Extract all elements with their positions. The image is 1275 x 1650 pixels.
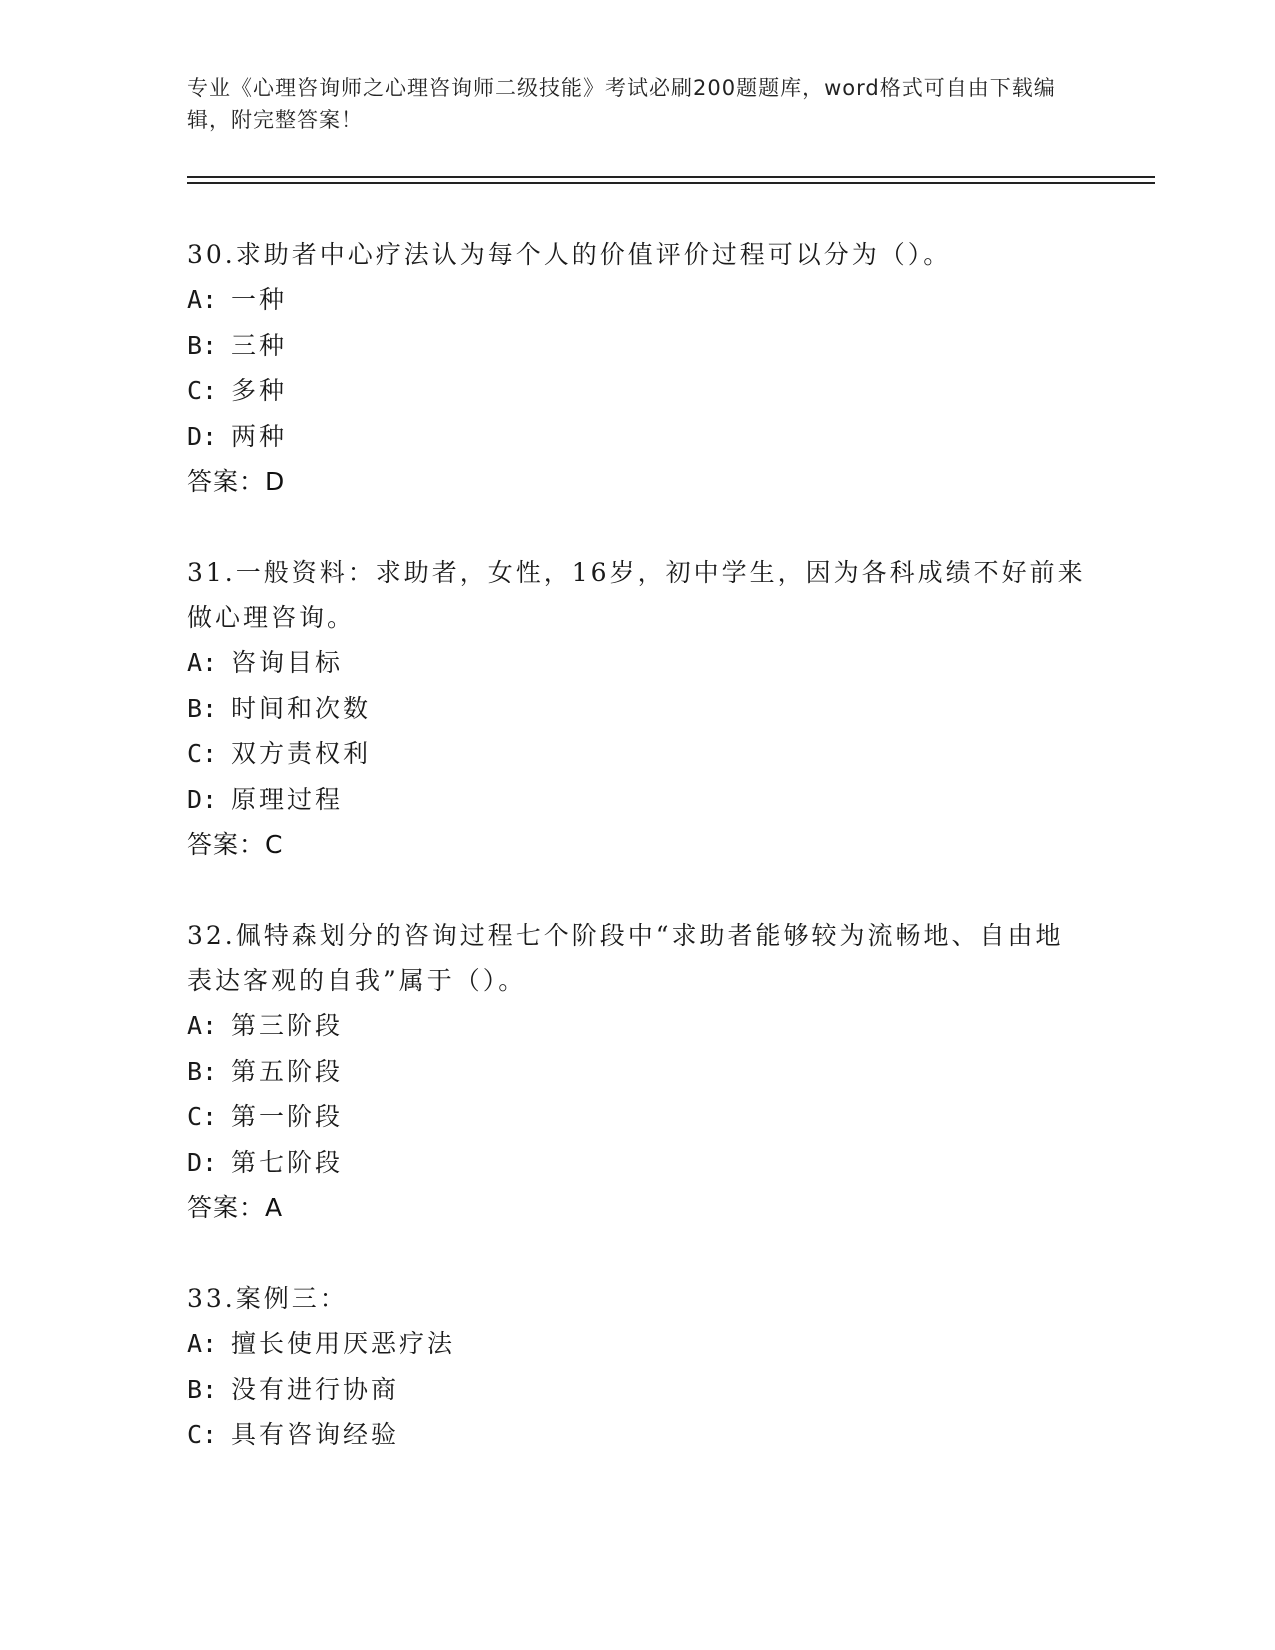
option-text: 第七阶段 <box>231 1147 344 1177</box>
question-stem: 30.求助者中心疗法认为每个人的价值评价过程可以分为（）。 <box>187 240 952 269</box>
option-key: D: <box>187 784 218 814</box>
option-text: 第一阶段 <box>231 1102 344 1131</box>
option-text: 咨询目标 <box>231 648 344 677</box>
option-text: 两种 <box>231 421 288 451</box>
question-stem: 32.佩特森划分的咨询过程七个阶段中“求助者能够较为流畅地、自由地表达客观的自我”属于（）。 <box>187 921 1064 995</box>
option-text: 具有咨询经验 <box>231 1420 400 1449</box>
question-list <box>187 232 1087 1504</box>
option-d <box>187 1140 1087 1186</box>
question-33 <box>187 1276 1087 1458</box>
option-a <box>187 1003 1087 1049</box>
option-key: A: <box>187 1329 218 1358</box>
option-text: 原理过程 <box>231 784 344 814</box>
option-text: 多种 <box>231 376 288 405</box>
option-text: 三种 <box>231 330 288 360</box>
option-key: A: <box>187 648 218 677</box>
option-key: C: <box>187 1420 218 1449</box>
option-key: D: <box>187 421 218 451</box>
option-text: 没有进行协商 <box>231 1374 400 1404</box>
option-key: C: <box>187 739 218 768</box>
option-a <box>187 277 1087 323</box>
option-c <box>187 1412 1087 1458</box>
option-key: B: <box>187 1056 218 1086</box>
option-key: A: <box>187 1011 218 1040</box>
option-key: B: <box>187 330 218 360</box>
option-text: 第五阶段 <box>231 1056 344 1086</box>
option-b <box>187 1049 1087 1095</box>
option-c <box>187 731 1087 777</box>
option-key: C: <box>187 1102 218 1131</box>
option-c <box>187 368 1087 414</box>
option-text: 双方责权利 <box>231 739 372 768</box>
question-31 <box>187 550 1087 867</box>
option-key: B: <box>187 693 218 723</box>
option-text: 一种 <box>231 285 288 314</box>
option-key: C: <box>187 376 218 405</box>
option-a <box>187 640 1087 686</box>
option-d <box>187 414 1087 460</box>
question-32 <box>187 913 1087 1230</box>
option-text: 时间和次数 <box>231 693 372 723</box>
option-c <box>187 1094 1087 1140</box>
option-key: B: <box>187 1374 218 1404</box>
question-stem: 33.案例三： <box>187 1284 348 1313</box>
header-divider-top <box>187 176 1155 178</box>
document-header: 专业《心理咨询师之心理咨询师二级技能》考试必刷200题题库，word格式可自由下载编辑，附完整答案！ <box>187 76 1056 132</box>
option-b <box>187 1367 1087 1413</box>
question-30 <box>187 232 1087 504</box>
answer-label: 答案：A <box>187 1193 284 1222</box>
option-a <box>187 1321 1087 1367</box>
question-stem: 31.一般资料：求助者，女性，16岁，初中学生，因为各科成绩不好前来做心理咨询。 <box>187 558 1086 632</box>
option-key: D: <box>187 1147 218 1177</box>
answer-label: 答案：C <box>187 830 284 859</box>
header-divider-bottom <box>187 182 1155 184</box>
option-text: 第三阶段 <box>231 1011 344 1040</box>
answer-label: 答案：D <box>187 467 286 496</box>
option-b <box>187 686 1087 732</box>
option-text: 擅长使用厌恶疗法 <box>231 1329 456 1358</box>
option-d <box>187 777 1087 823</box>
option-b <box>187 323 1087 369</box>
option-key: A: <box>187 285 218 314</box>
